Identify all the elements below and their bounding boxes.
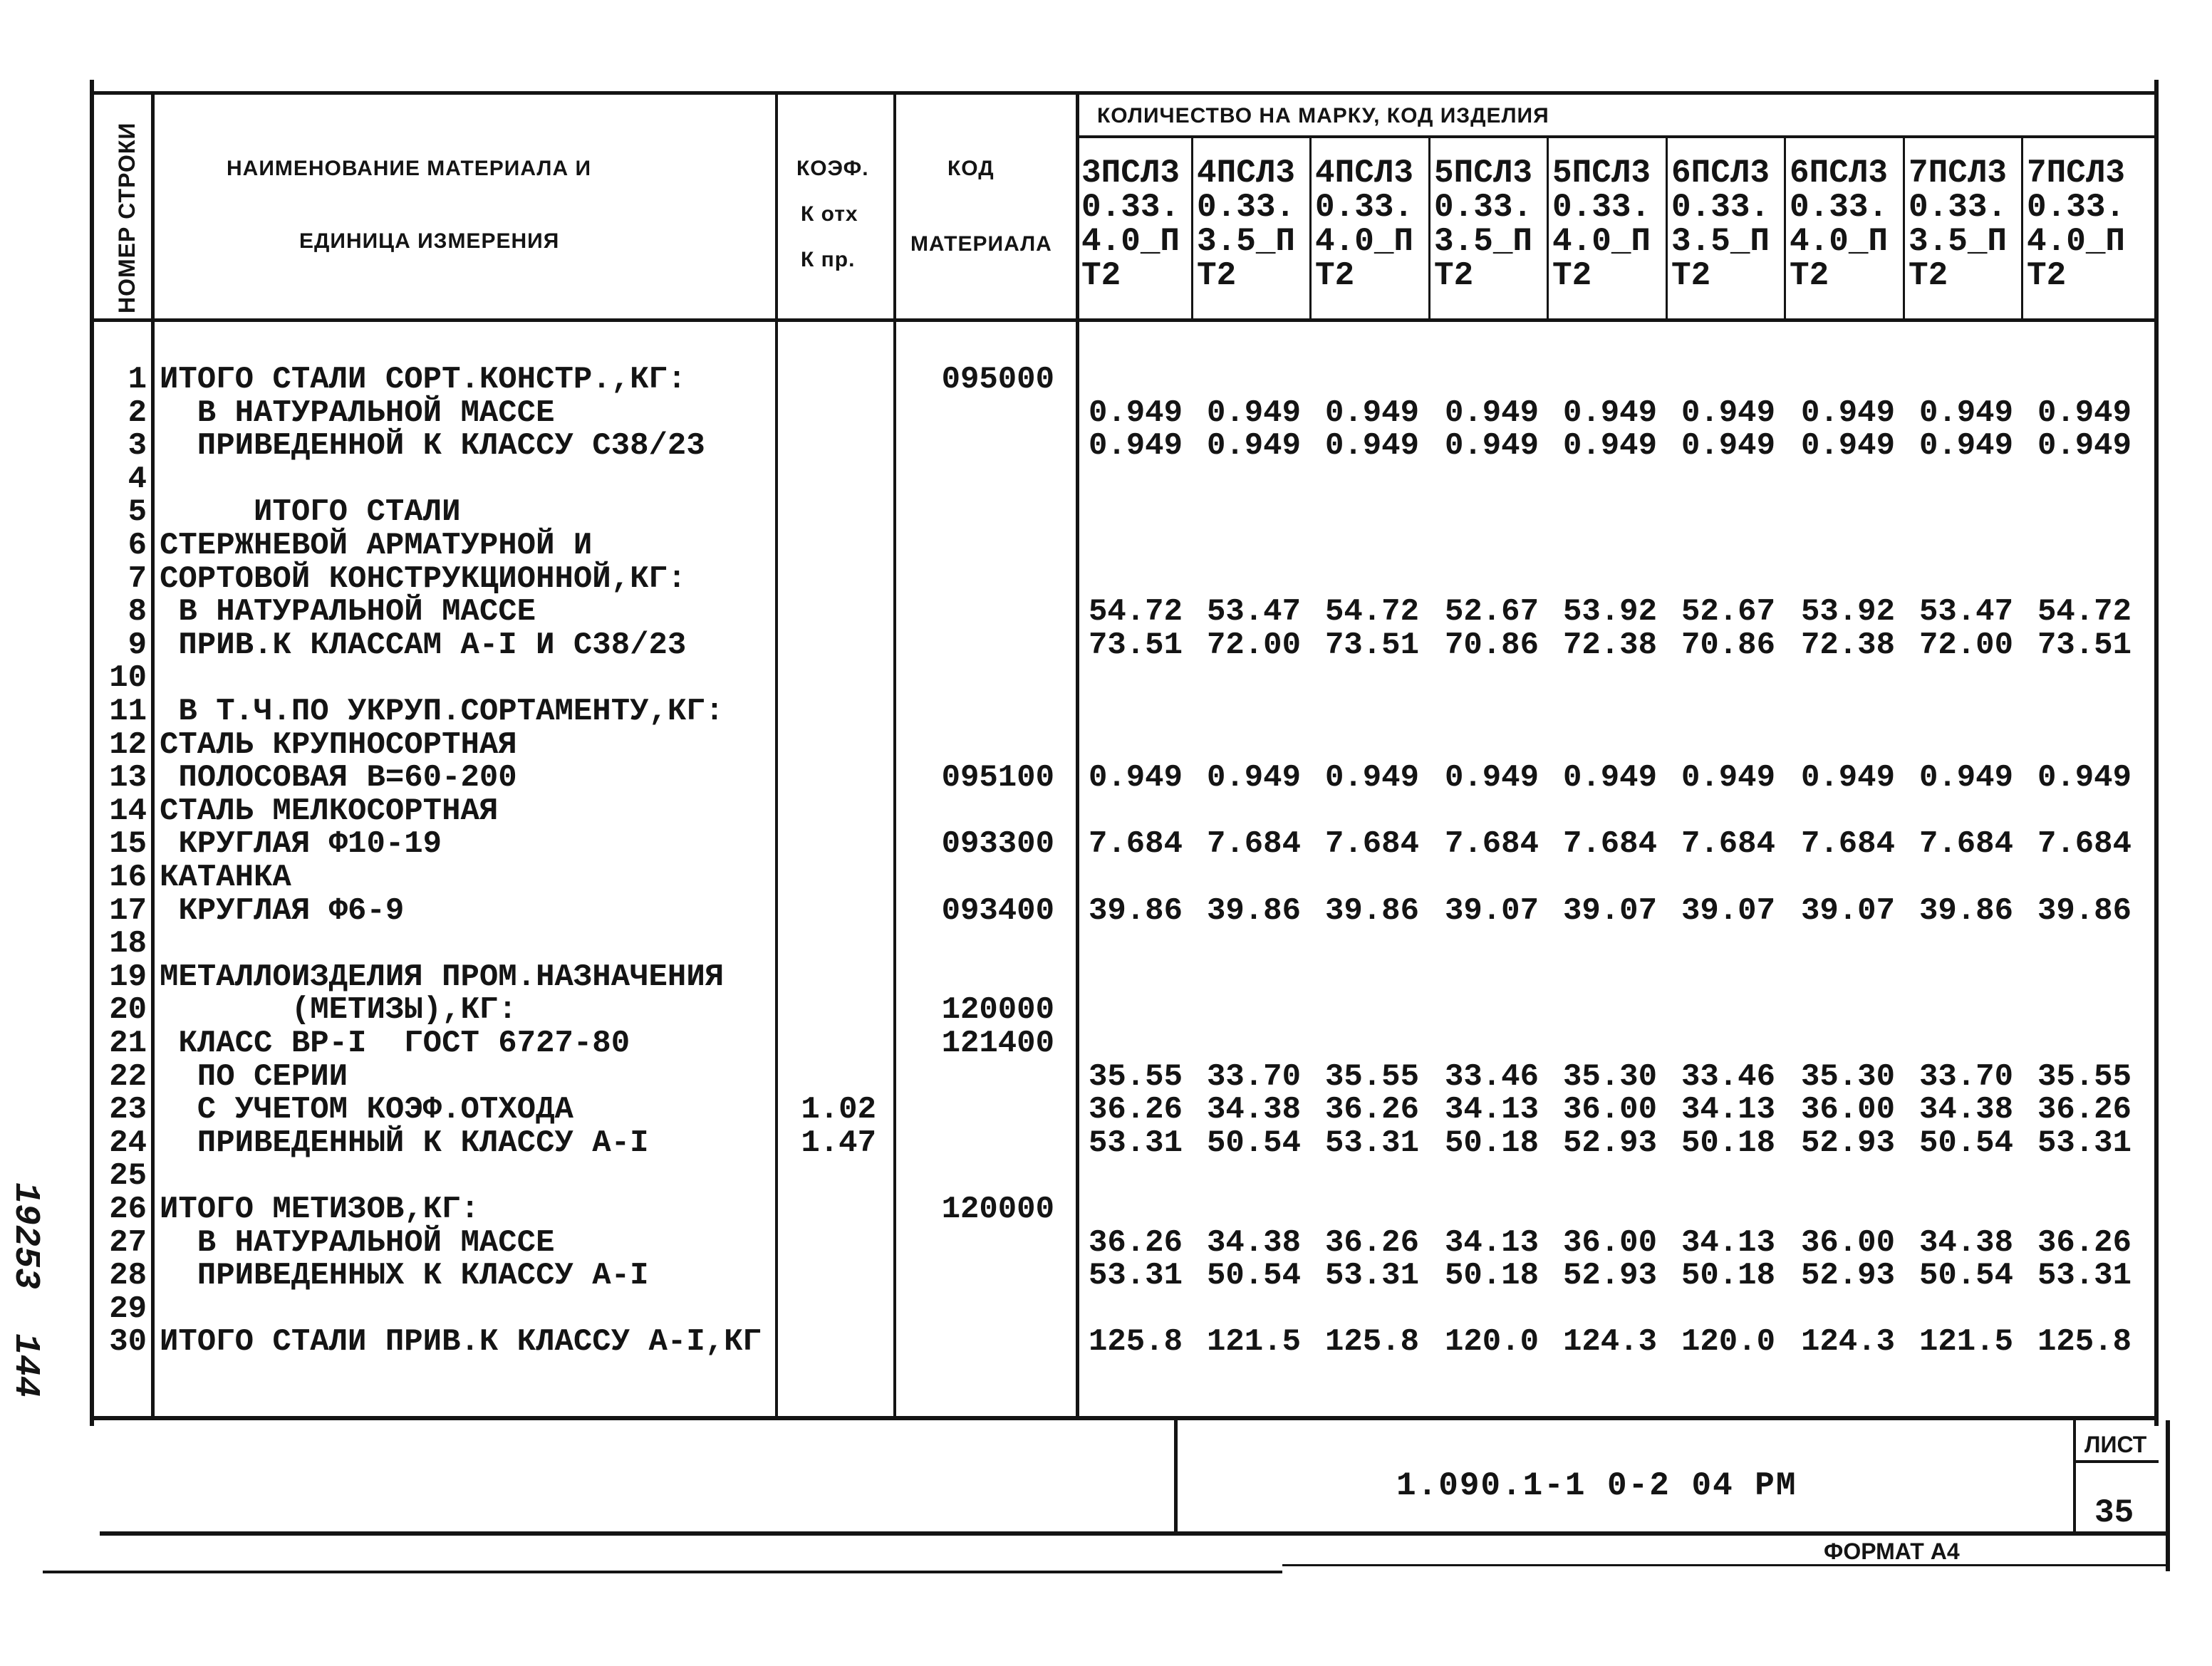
material-name: В Т.Ч.ПО УКРУП.СОРТАМЕНТУ,КГ:	[160, 694, 725, 729]
product-code-header-line: Т2	[2027, 257, 2067, 294]
quantity-value: 34.38	[1206, 1092, 1301, 1128]
quantity-value: 0.949	[1088, 428, 1183, 464]
row-number: 20	[109, 992, 147, 1029]
quantity-value: 39.07	[1800, 892, 1895, 929]
product-code-header-line: 7ПСЛ3	[1909, 155, 2008, 192]
material-name: ПО СЕРИИ	[160, 1058, 348, 1095]
material-name: МЕТАЛЛОИЗДЕЛИЯ ПРОМ.НАЗНАЧЕНИЯ	[160, 959, 725, 995]
quantity-value: 72.00	[1918, 627, 2013, 663]
quantity-value: 0.949	[1206, 760, 1301, 796]
product-code-header-line: 6ПСЛ3	[1790, 155, 1889, 192]
quantity-value: 34.38	[1918, 1092, 2013, 1128]
quantity-value: 39.07	[1562, 892, 1657, 929]
row-number: 16	[109, 860, 147, 895]
material-code: 095100	[941, 760, 1054, 796]
quantity-value: 39.86	[1206, 892, 1301, 929]
material-name: ИТОГО СТАЛИ	[160, 494, 461, 531]
quantity-value: 53.47	[1206, 594, 1301, 630]
margin-mark: 144	[5, 1333, 46, 1398]
quantity-value: 0.949	[1918, 395, 2013, 431]
row-number: 25	[109, 1158, 147, 1194]
quantity-value: 36.26	[1324, 1224, 1419, 1261]
quantity-value: 0.949	[1562, 428, 1657, 464]
quantity-value: 53.31	[2037, 1258, 2131, 1294]
product-code-header-line: Т2	[1671, 257, 1711, 294]
quantity-value: 54.72	[1324, 594, 1419, 630]
quantity-value: 53.31	[1324, 1125, 1419, 1161]
quantity-value: 34.13	[1444, 1224, 1539, 1261]
quantity-value: 72.00	[1206, 627, 1301, 663]
product-code-header-line: 5ПСЛ3	[1552, 155, 1651, 192]
quantity-value: 39.07	[1681, 892, 1775, 929]
row-number: 18	[109, 926, 147, 962]
quantity-value: 0.949	[1324, 428, 1419, 464]
product-code-header-line: 6ПСЛ3	[1671, 155, 1770, 192]
material-code: 120000	[941, 1192, 1054, 1227]
quantity-value: 54.72	[2037, 594, 2131, 630]
quantity-value: 53.92	[1800, 594, 1895, 630]
material-name: СТЕРЖНЕВОЙ АРМАТУРНОЙ И	[160, 528, 593, 563]
row-number: 13	[109, 760, 147, 796]
quantity-value: 53.31	[1088, 1258, 1183, 1294]
quantity-value: 0.949	[2037, 760, 2131, 796]
quantity-value: 52.93	[1562, 1258, 1657, 1294]
quantity-value: 72.38	[1562, 627, 1657, 663]
product-code-header-line: Т2	[1434, 257, 1474, 294]
material-code: 093400	[941, 892, 1054, 929]
row-number: 29	[109, 1291, 147, 1327]
row-number: 21	[109, 1026, 147, 1061]
material-name: ПОЛОСОВАЯ В=60-200	[160, 760, 517, 796]
product-code-header-line: 3.5_П	[1197, 223, 1296, 260]
row-number: 17	[109, 892, 147, 929]
quantity-value: 39.86	[1324, 892, 1419, 929]
material-name: С УЧЕТОМ КОЭФ.ОТХОДА	[160, 1092, 573, 1128]
material-name: СОРТОВОЙ КОНСТРУКЦИОННОЙ,КГ:	[160, 561, 687, 597]
product-code-header-line: 3.5_П	[1909, 223, 2008, 260]
coefficient-value: 1.47	[801, 1125, 876, 1161]
quantity-value: 124.3	[1562, 1324, 1657, 1360]
row-number: 19	[109, 959, 147, 995]
row-number: 6	[128, 528, 147, 563]
material-name: КАТАНКА	[160, 860, 291, 895]
material-name: (МЕТИЗЫ),КГ:	[160, 992, 517, 1029]
material-name: ИТОГО СТАЛИ СОРТ.КОНСТР.,КГ:	[160, 362, 687, 397]
product-code-header-line: 4ПСЛ3	[1315, 155, 1414, 192]
row-number-header: НОМЕР СТРОКИ	[114, 122, 140, 313]
quantity-value: 35.55	[2037, 1058, 2131, 1095]
quantity-value: 7.684	[1206, 826, 1301, 863]
row-number: 28	[109, 1258, 147, 1294]
row-number: 7	[128, 561, 147, 597]
quantity-value: 0.949	[1800, 760, 1895, 796]
quantity-value: 34.13	[1444, 1092, 1539, 1128]
quantity-value: 0.949	[1918, 428, 2013, 464]
material-name: ПРИВЕДЕННЫЙ К КЛАССУ А-I	[160, 1125, 649, 1161]
quantity-value: 50.18	[1444, 1125, 1539, 1161]
material-name-header: НАИМЕНОВАНИЕ МАТЕРИАЛА И	[227, 157, 592, 180]
material-name: В НАТУРАЛЬНОЙ МАССЕ	[160, 594, 536, 630]
material-name: В НАТУРАЛЬНОЙ МАССЕ	[160, 395, 555, 431]
product-code-header-line: Т2	[1081, 257, 1121, 294]
row-number: 8	[128, 594, 147, 630]
row-number: 27	[109, 1224, 147, 1261]
product-code-header-line: Т2	[1552, 257, 1592, 294]
quantity-value: 0.949	[1918, 760, 2013, 796]
quantity-value: 50.18	[1444, 1258, 1539, 1294]
quantity-value: 73.51	[1324, 627, 1419, 663]
product-code-header-line: 3.5_П	[1671, 223, 1770, 260]
quantity-value: 125.8	[1324, 1324, 1419, 1360]
quantity-value: 125.8	[2037, 1324, 2131, 1360]
quantity-value: 0.949	[1562, 760, 1657, 796]
product-code-header-line: 0.33.	[1081, 189, 1180, 226]
row-number: 1	[128, 362, 147, 397]
product-code-header-line: Т2	[1909, 257, 1948, 294]
product-code-header-line: 0.33.	[1434, 189, 1533, 226]
document-code: 1.090.1-1 0-2 04 РМ	[1396, 1467, 1797, 1504]
quantity-value: 7.684	[1562, 826, 1657, 863]
material-name: ИТОГО МЕТИЗОВ,КГ:	[160, 1192, 479, 1227]
material-code: 121400	[941, 1026, 1054, 1061]
row-number: 4	[128, 461, 147, 497]
material-name: СТАЛЬ КРУПНОСОРТНАЯ	[160, 727, 517, 763]
quantity-value: 50.18	[1681, 1125, 1775, 1161]
quantity-value: 34.13	[1681, 1092, 1775, 1128]
sheet-number: 35	[2094, 1494, 2134, 1531]
material-name: КРУГЛАЯ Ф6-9	[160, 892, 405, 929]
quantity-value: 0.949	[1444, 760, 1539, 796]
format-label: ФОРМАТ А4	[1824, 1539, 1960, 1564]
quantity-value: 0.949	[1206, 395, 1301, 431]
quantity-value: 34.38	[1918, 1224, 2013, 1261]
material-name: КРУГЛАЯ Ф10-19	[160, 826, 442, 863]
quantity-value: 0.949	[2037, 395, 2131, 431]
quantity-value: 35.55	[1088, 1058, 1183, 1095]
quantity-value: 7.684	[2037, 826, 2131, 863]
quantity-value: 72.38	[1800, 627, 1895, 663]
product-code-header-line: 3.5_П	[1434, 223, 1533, 260]
row-number: 22	[109, 1058, 147, 1095]
row-number: 10	[109, 660, 147, 697]
quantity-value: 0.949	[1681, 395, 1775, 431]
product-code-header-line: 4ПСЛ3	[1197, 155, 1296, 192]
product-code-header-line: 4.0_П	[1081, 223, 1180, 260]
product-code-header-line: 0.33.	[1552, 189, 1651, 226]
quantity-value: 50.54	[1918, 1258, 2013, 1294]
product-code-header-line: 4.0_П	[2027, 223, 2126, 260]
quantity-value: 33.46	[1444, 1058, 1539, 1095]
product-code-header-line: 0.33.	[1197, 189, 1296, 226]
quantity-value: 50.54	[1206, 1258, 1301, 1294]
material-name: ПРИВЕДЕННЫХ К КЛАССУ А-I	[160, 1258, 649, 1294]
quantity-value: 53.31	[1088, 1125, 1183, 1161]
quantity-value: 52.67	[1444, 594, 1539, 630]
quantity-value: 35.30	[1562, 1058, 1657, 1095]
row-number: 24	[109, 1125, 147, 1161]
quantity-value: 53.31	[2037, 1125, 2131, 1161]
product-code-header-line: 0.33.	[1671, 189, 1770, 226]
product-code-header-line: Т2	[1315, 257, 1355, 294]
quantity-value: 73.51	[1088, 627, 1183, 663]
coef-reduced-header: К пр.	[801, 248, 856, 271]
quantity-value: 52.93	[1562, 1125, 1657, 1161]
code-header: КОД	[947, 157, 995, 180]
quantity-value: 120.0	[1681, 1324, 1775, 1360]
quantity-value: 39.07	[1444, 892, 1539, 929]
material-name: СТАЛЬ МЕЛКОСОРТНАЯ	[160, 793, 499, 829]
sheet-label: ЛИСТ	[2084, 1432, 2147, 1457]
coef-waste-header: К отх	[801, 202, 858, 226]
quantity-value: 36.00	[1800, 1092, 1895, 1128]
quantity-value: 0.949	[1206, 428, 1301, 464]
code-material-header: МАТЕРИАЛА	[910, 232, 1052, 256]
quantity-value: 36.00	[1800, 1224, 1895, 1261]
product-code-header-line: Т2	[1790, 257, 1829, 294]
material-name: В НАТУРАЛЬНОЙ МАССЕ	[160, 1224, 555, 1261]
quantity-value: 35.30	[1800, 1058, 1895, 1095]
product-code-header-line: 0.33.	[2027, 189, 2126, 226]
product-code-header-line: 0.33.	[1315, 189, 1414, 226]
product-code-header-line: 0.33.	[1790, 189, 1889, 226]
quantity-value: 52.93	[1800, 1125, 1895, 1161]
quantity-value: 39.86	[2037, 892, 2131, 929]
material-code: 093300	[941, 826, 1054, 863]
product-code-header-line: Т2	[1197, 257, 1237, 294]
row-number: 30	[109, 1324, 147, 1360]
quantity-value: 120.0	[1444, 1324, 1539, 1360]
material-name: КЛАСС ВР-I ГОСТ 6727-80	[160, 1026, 630, 1061]
quantity-header: КОЛИЧЕСТВО НА МАРКУ, КОД ИЗДЕЛИЯ	[1097, 104, 1549, 127]
quantity-value: 7.684	[1324, 826, 1419, 863]
quantity-value: 0.949	[1681, 760, 1775, 796]
row-number: 5	[128, 494, 147, 531]
quantity-value: 53.31	[1324, 1258, 1419, 1294]
quantity-value: 0.949	[1444, 428, 1539, 464]
quantity-value: 52.93	[1800, 1258, 1895, 1294]
quantity-value: 0.949	[1444, 395, 1539, 431]
quantity-value: 36.00	[1562, 1092, 1657, 1128]
row-number: 9	[128, 627, 147, 663]
inventory-number: 19253	[5, 1182, 46, 1290]
quantity-value: 33.70	[1918, 1058, 2013, 1095]
quantity-value: 0.949	[1800, 395, 1895, 431]
quantity-value: 36.26	[2037, 1092, 2131, 1128]
quantity-value: 36.26	[1324, 1092, 1419, 1128]
material-code: 120000	[941, 992, 1054, 1029]
quantity-value: 70.86	[1444, 627, 1539, 663]
quantity-value: 0.949	[1324, 760, 1419, 796]
quantity-value: 0.949	[1088, 760, 1183, 796]
quantity-value: 36.26	[1088, 1224, 1183, 1261]
quantity-value: 124.3	[1800, 1324, 1895, 1360]
unit-header: ЕДИНИЦА ИЗМЕРЕНИЯ	[299, 229, 560, 253]
quantity-value: 53.47	[1918, 594, 2013, 630]
row-number: 15	[109, 826, 147, 863]
row-number: 23	[109, 1092, 147, 1128]
row-number: 14	[109, 793, 147, 829]
material-name: ПРИВЕДЕННОЙ К КЛАССУ С38/23	[160, 428, 705, 464]
material-name: ПРИВ.К КЛАССАМ А-I И С38/23	[160, 627, 687, 663]
quantity-value: 0.949	[2037, 428, 2131, 464]
quantity-value: 7.684	[1088, 826, 1183, 863]
quantity-value: 125.8	[1088, 1324, 1183, 1360]
product-code-header-line: 4.0_П	[1315, 223, 1414, 260]
quantity-value: 54.72	[1088, 594, 1183, 630]
quantity-value: 33.70	[1206, 1058, 1301, 1095]
quantity-value: 0.949	[1681, 428, 1775, 464]
quantity-value: 35.55	[1324, 1058, 1419, 1095]
product-code-header-line: 3ПСЛ3	[1081, 155, 1180, 192]
quantity-value: 73.51	[2037, 627, 2131, 663]
quantity-value: 0.949	[1088, 395, 1183, 431]
material-code: 095000	[941, 362, 1054, 397]
coefficient-value: 1.02	[801, 1092, 876, 1128]
quantity-value: 53.92	[1562, 594, 1657, 630]
product-code-header-line: 5ПСЛ3	[1434, 155, 1533, 192]
coef-header: КОЭФ.	[796, 157, 869, 180]
quantity-value: 70.86	[1681, 627, 1775, 663]
quantity-value: 36.26	[1088, 1092, 1183, 1128]
quantity-value: 34.13	[1681, 1224, 1775, 1261]
row-number: 26	[109, 1192, 147, 1227]
quantity-value: 0.949	[1562, 395, 1657, 431]
row-number: 3	[128, 428, 147, 464]
quantity-value: 50.54	[1918, 1125, 2013, 1161]
quantity-value: 0.949	[1800, 428, 1895, 464]
quantity-value: 36.00	[1562, 1224, 1657, 1261]
quantity-value: 121.5	[1206, 1324, 1301, 1360]
product-code-header-line: 4.0_П	[1552, 223, 1651, 260]
row-number: 12	[109, 727, 147, 763]
quantity-value: 121.5	[1918, 1324, 2013, 1360]
quantity-value: 7.684	[1681, 826, 1775, 863]
product-code-header-line: 7ПСЛ3	[2027, 155, 2126, 192]
quantity-value: 7.684	[1444, 826, 1539, 863]
quantity-value: 7.684	[1800, 826, 1895, 863]
row-number: 11	[109, 694, 147, 729]
quantity-value: 39.86	[1918, 892, 2013, 929]
quantity-value: 34.38	[1206, 1224, 1301, 1261]
quantity-value: 36.26	[2037, 1224, 2131, 1261]
quantity-value: 52.67	[1681, 594, 1775, 630]
quantity-value: 50.54	[1206, 1125, 1301, 1161]
quantity-value: 0.949	[1324, 395, 1419, 431]
quantity-value: 50.18	[1681, 1258, 1775, 1294]
product-code-header-line: 0.33.	[1909, 189, 2008, 226]
quantity-value: 39.86	[1088, 892, 1183, 929]
row-number: 2	[128, 395, 147, 431]
material-name: ИТОГО СТАЛИ ПРИВ.К КЛАССУ А-I,КГ	[160, 1324, 762, 1360]
product-code-header-line: 4.0_П	[1790, 223, 1889, 260]
quantity-value: 33.46	[1681, 1058, 1775, 1095]
quantity-value: 7.684	[1918, 826, 2013, 863]
